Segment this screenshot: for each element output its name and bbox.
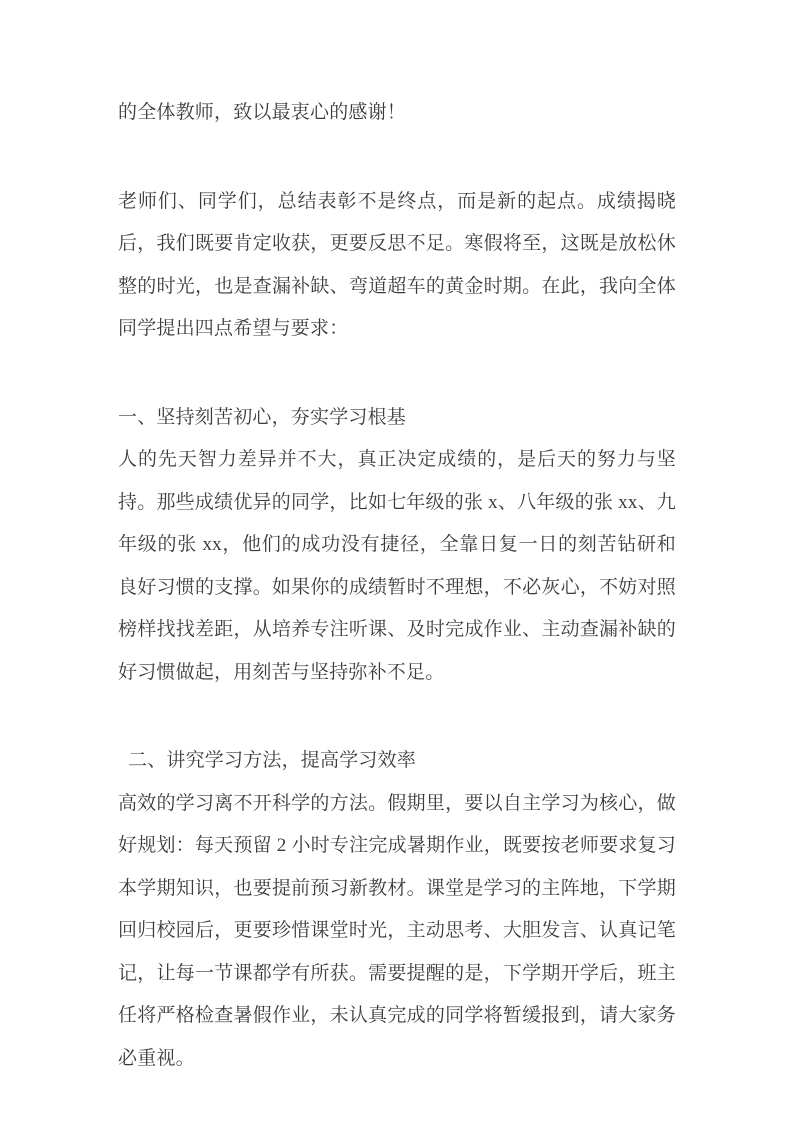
- section-heading-1: 一、坚持刻苦初心，夯实学习根基: [118, 406, 407, 428]
- paragraph-continuation: 的全体教师，致以最衷心的感谢！: [118, 102, 407, 123]
- section-heading-2: 二、讲究学习方法，提高学习效率: [128, 750, 417, 771]
- paragraph-intro: 老师们、同学们，总结表彰不是终点，而是新的起点。成绩揭晓后，我们既要肯定收获，更要反思不足。寒假将至，这既是放松休整的时光，也是查漏补缺、弯道超车的黄金时期。在此，我向全体同学提出四点希望与要求：: [118, 190, 676, 339]
- paragraph-section-1: 人的先天智力差异并不大，真正决定成绩的，是后天的努力与坚持。那些成绩优异的同学，比如七年级的张 x、八年级的张 xx、九年级的张 xx，他们的成功没有捷径，全靠日复一日的刻苦钻研和良好习惯的支撑。如果你的成绩暂时不理想，不必灰心，不妨对照榜样找找差距，从培养专注听课、及时完成作业、主动查漏补缺的好习惯做起，用刻苦与坚持弥补不足。: [118, 449, 676, 683]
- paragraph-section-2: 高效的学习离不开科学的方法。假期里，要以自主学习为核心，做好规划：每天预留 2 小时专注完成暑期作业，既要按老师要求复习本学期知识，也要提前预习新教材。课堂是学习的主阵地，下学期回归校园后，更要珍惜课堂时光，主动思考、大胆发言、认真记笔记，让每一节课都学有所获。需要提醒的是，下学期开学后，班主任将严格检查暑假作业，未认真完成的同学将暂缓报到，请大家务必重视。: [118, 792, 676, 1069]
